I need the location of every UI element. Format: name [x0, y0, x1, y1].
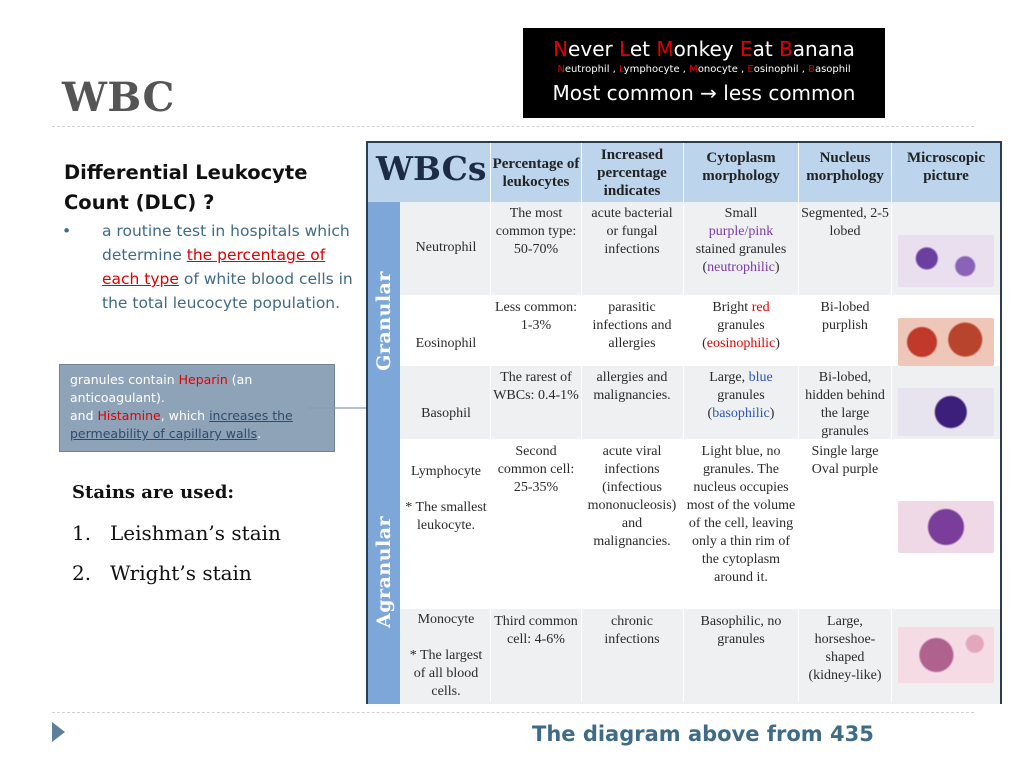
cell-nucleus-lymphocyte: Single large Oval purple — [811, 444, 879, 477]
group-agranular: Agranular — [368, 439, 400, 704]
most-common-label: Most common — [552, 81, 694, 105]
mnemonic-initial: E — [739, 37, 753, 61]
cell-increase-monocyte: chronic infections — [604, 614, 660, 647]
top-divider — [52, 126, 974, 127]
wbc-table — [366, 141, 1002, 704]
monocyte-micrograph — [898, 627, 994, 683]
stain-label: Wright’s stain — [110, 561, 252, 585]
mnemonic-text: anana — [792, 37, 855, 61]
bullet-icon: • — [62, 222, 72, 240]
cell-increase-basophil: allergies and malignancies. — [593, 370, 671, 403]
cell-percent-basophil: The rarest of WBCs: 0.4-1% — [493, 370, 579, 403]
mnemonic-initial: N — [557, 64, 565, 75]
mnemonic-initial: M — [656, 37, 674, 61]
eosinophil-micrograph — [898, 318, 994, 366]
heparin-label: Heparin — [178, 372, 228, 387]
slide-title: WBC — [62, 74, 175, 121]
mnemonic-text: onocyte , — [697, 64, 748, 75]
callout-text-5: . — [257, 426, 262, 441]
stain-item-leishman — [72, 521, 281, 545]
header-increase: Increased percentage indicates — [597, 147, 667, 199]
cell-cytoplasm-monocyte: Basophilic, no granules — [700, 614, 782, 647]
mnemonic-text: ymphocyte , — [623, 64, 690, 75]
cell-percent-eosinophil: Less common: 1-3% — [494, 300, 578, 333]
dlc-text-before: a routine test in hospitals which determine — [102, 222, 350, 264]
callout-text-2: (an anticoagulant). — [70, 372, 253, 405]
cell-cytoplasm-basophil: Large, blue granules (basophilic) — [707, 370, 775, 421]
mnemonic-initial: L — [619, 37, 630, 61]
mnemonic-initial: E — [747, 64, 754, 75]
lymphocyte-micrograph — [898, 501, 994, 553]
cell-percent-monocyte: Third common cell: 4-6% — [494, 614, 578, 647]
mnemonic-text: onkey — [673, 37, 740, 61]
mnemonic-order — [523, 81, 885, 105]
dlc-text-after: of white blood cells in the total leucocyte population. — [102, 270, 353, 312]
cell-nucleus-eosinophil: Bi-lobed purplish — [820, 300, 870, 333]
cell-name-neutrophil: Neutrophil — [415, 240, 477, 255]
stain-number: 1. — [72, 521, 92, 545]
cell-cytoplasm-neutrophil: Small purple/pink stained granules (neutrophilic) — [695, 206, 787, 275]
bottom-divider — [52, 712, 974, 713]
basophil-callout — [59, 364, 335, 452]
stain-item-wright — [72, 561, 252, 585]
mnemonic-initial: B — [808, 64, 815, 75]
cell-cytoplasm-eosinophil: Bright red granules (eosinophilic) — [702, 300, 780, 351]
callout-text-3: and — [70, 408, 98, 423]
histamine-label: Histamine — [97, 408, 161, 423]
cell-nucleus-neutrophil: Segmented, 2-5 lobed — [801, 206, 889, 239]
mnemonic-text: ever — [568, 37, 620, 61]
mnemonic-text: at — [752, 37, 780, 61]
cell-percent-lymphocyte: Second common cell: 25-35% — [497, 444, 575, 495]
cell-name-monocyte: Monocyte — [417, 612, 475, 627]
cell-nucleus-basophil: Bi-lobed, hidden behind the large granules — [805, 370, 885, 439]
header-microscopic: Microscopic picture — [906, 150, 986, 184]
cell-increase-lymphocyte: acute viral infections (infectious mononucleosis) and malignancies. — [587, 444, 677, 549]
mnemonic-initial: L — [619, 64, 624, 75]
header-percentage: Percentage of leukocytes — [492, 156, 580, 190]
cell-name-lymphocyte: Lymphocyte — [411, 464, 481, 479]
mnemonic-text: eutrophil , — [564, 64, 620, 75]
mnemonic-phrase — [523, 37, 885, 61]
basophil-micrograph — [898, 388, 994, 436]
cell-increase-neutrophil: acute bacterial or fungal infections — [591, 206, 673, 257]
header-nucleus: Nucleus morphology — [806, 150, 884, 184]
mnemonic-initial: B — [779, 37, 793, 61]
cell-name-eosinophil: Eosinophil — [415, 336, 477, 351]
cell-nucleus-monocyte: Large, horseshoe-shaped (kidney-like) — [808, 614, 882, 683]
mnemonic-initial: N — [553, 37, 569, 61]
neutrophil-micrograph — [898, 235, 994, 287]
cell-name-basophil: Basophil — [421, 406, 471, 421]
dlc-heading: Differential Leukocyte Count (DLC) ? — [64, 161, 308, 214]
group-granular: Granular — [368, 202, 400, 439]
stains-heading: Stains are used: — [72, 482, 235, 503]
right-arrow-icon: → — [700, 81, 717, 105]
cell-percent-neutrophil: The most common type: 50-70% — [495, 206, 577, 257]
less-common-label: less common — [723, 81, 856, 105]
stain-label: Leishman’s stain — [110, 521, 281, 545]
footer-note: The diagram above from 435 — [532, 722, 874, 746]
mnemonic-text: osinophil , — [753, 64, 809, 75]
dlc-definition — [62, 219, 357, 315]
cell-note-lymphocyte: * The smallest leukocyte. — [405, 500, 487, 533]
play-icon[interactable] — [52, 722, 65, 742]
mnemonic-text: asophil — [814, 64, 851, 75]
wbcs-corner-label: WBCs — [376, 149, 487, 188]
mnemonic-box — [523, 28, 885, 118]
permeability-link[interactable]: increases the permeability of capillary walls — [70, 408, 293, 441]
callout-text-4: , which — [160, 408, 210, 423]
mnemonic-cell-list — [523, 64, 885, 75]
mnemonic-initial: M — [689, 64, 698, 75]
cell-note-monocyte: * The largest of all blood cells. — [409, 648, 483, 699]
stain-number: 2. — [72, 561, 92, 585]
callout-text-1: granules contain — [70, 372, 179, 387]
mnemonic-text: et — [629, 37, 657, 61]
header-cytoplasm: Cytoplasm morphology — [702, 150, 780, 184]
cell-cytoplasm-lymphocyte: Light blue, no granules. The nucleus occupies most of the volume of the cell, leaving only a thin rim of the cytoplasm around it. — [686, 444, 796, 585]
cell-increase-eosinophil: parasitic infections and allergies — [592, 300, 672, 351]
dlc-percentage-link[interactable]: the percentage of each type — [102, 246, 326, 288]
